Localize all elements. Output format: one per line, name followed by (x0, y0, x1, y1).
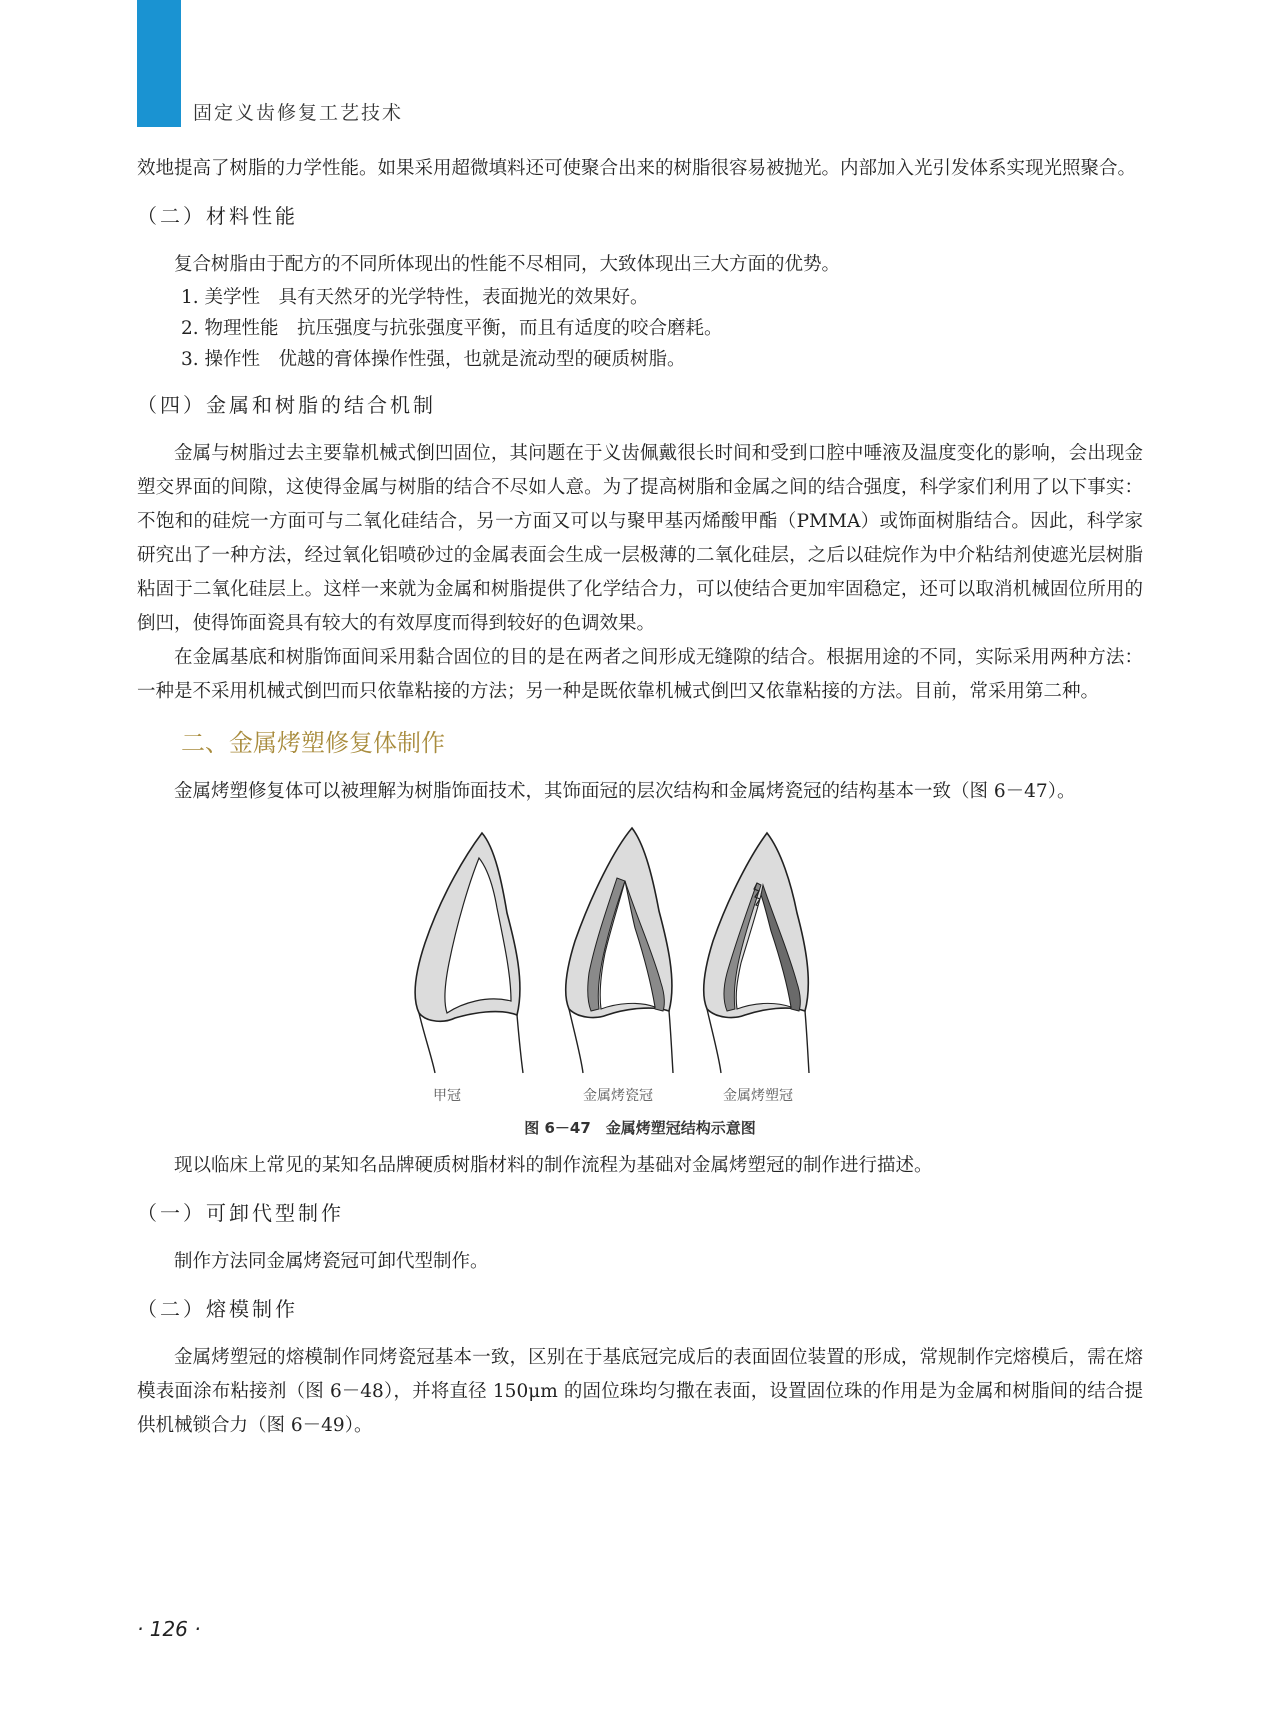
paragraph-wax-pattern: 金属烤塑冠的熔模制作同烤瓷冠基本一致，区别在于基底冠完成后的表面固位装置的形成，常规制作完熔模后，需在熔模表面涂布粘接剂（图 6－48），并将直径 150μm 的固位珠均匀撒在表面，设置固位珠的作用是为金属和树脂间的结合提供机械锁合力（图 6－49）。 (137, 1347, 1143, 1436)
paragraph-removable-die: 制作方法同金属烤瓷冠可卸代型制作。 (174, 1251, 489, 1272)
paragraph-process-description: 现以临床上常见的某知名品牌硬质树脂材料的制作流程为基础对金属烤塑冠的制作进行描述。 (174, 1155, 933, 1176)
pfm-crown-illustration (566, 828, 673, 1073)
page-number: · 126 · (137, 1617, 201, 1641)
page-body (137, 152, 1143, 1443)
paragraph-adhesive-retention: 在金属基底和树脂饰面间采用黏合固位的目的是在两者之间形成无缝隙的结合。根据用途的不同，实际采用两种方法：一种是不采用机械式倒凹而只依靠粘接的方法；另一种是既依靠机械式倒凹又依靠粘接的方法。目前，常采用第二种。 (137, 647, 1143, 702)
paragraph-resin-strength: 效地提高了树脂的力学性能。如果采用超微填料还可使聚合出来的树脂很容易被抛光。内部加入光引发体系实现光照聚合。 (137, 158, 1137, 179)
figure-caption: 图 6－47 金属烤塑冠结构示意图 (524, 1119, 756, 1137)
subheading-wax-pattern: （二）熔模制作 (137, 1297, 298, 1321)
figure-crown-structure (137, 823, 1143, 1143)
paragraph-advantages-intro: 复合树脂由于配方的不同所体现出的性能不尽相同，大致体现出三大方面的优势。 (174, 254, 841, 275)
list-item-handling: 3. 操作性 优越的膏体操作性强，也就是流动型的硬质树脂。 (181, 349, 686, 370)
paragraph-veneer-technique: 金属烤塑修复体可以被理解为树脂饰面技术，其饰面冠的层次结构和金属烤瓷冠的结构基本一致（图 6－47）。 (174, 781, 1076, 802)
figure-label-resin-crown: 金属烤塑冠 (723, 1088, 793, 1104)
crown-diagram (407, 823, 847, 1078)
running-header-title: 固定义齿修复工艺技术 (193, 102, 404, 124)
figure-label-pfm-crown: 金属烤瓷冠 (583, 1088, 653, 1104)
subheading-material-properties: （二）材料性能 (137, 204, 298, 228)
paragraph-bond-mechanism: 金属与树脂过去主要靠机械式倒凹固位，其问题在于义齿佩戴很长时间和受到口腔中唾液及温度变化的影响，会出现金塑交界面的间隙，这使得金属与树脂的结合不尽如人意。为了提高树脂和金属之间的结合强度，科学家们利用了以下事实：不饱和的硅烷一方面可与二氧化硅结合，另一方面又可以与聚甲基丙烯酸甲酯（PMMA）或饰面树脂结合。因此，科学家研究出了一种方法，经过氧化铝喷砂过的金属表面会生成一层极薄的二氧化硅层，之后以硅烷作为中介粘结剂使遮光层树脂粘固于二氧化硅层上。这样一来就为金属和树脂提供了化学结合力，可以使结合更加牢固稳定，还可以取消机械固位所用的倒凹，使得饰面瓷具有较大的有效厚度而得到较好的色调效果。 (137, 443, 1143, 634)
list-item-aesthetics: 1. 美学性 具有天然牙的光学特性，表面抛光的效果好。 (181, 287, 649, 308)
section-title-fabrication: 二、金属烤塑修复体制作 (181, 729, 445, 757)
list-item-physical: 2. 物理性能 抗压强度与抗张强度平衡，而且有适度的咬合磨耗。 (181, 318, 723, 339)
jacket-crown-illustration (415, 833, 523, 1073)
resin-veneered-crown-illustration (704, 833, 809, 1073)
subheading-removable-die: （一）可卸代型制作 (137, 1201, 344, 1225)
figure-label-jacket-crown: 甲冠 (433, 1088, 461, 1104)
header-color-bar (137, 0, 181, 127)
subheading-bond-mechanism: （四）金属和树脂的结合机制 (137, 393, 436, 417)
